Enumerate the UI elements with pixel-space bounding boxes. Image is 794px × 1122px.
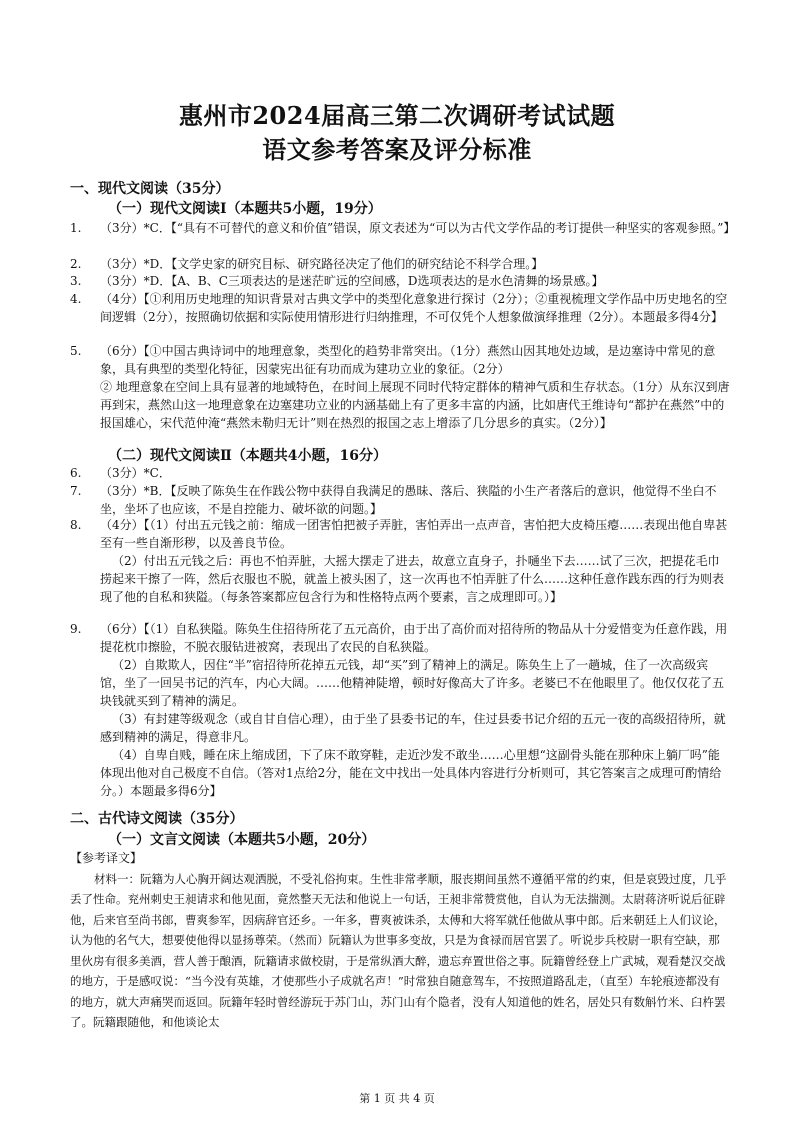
- question-number: 7.: [70, 484, 82, 498]
- question-number: 9.: [70, 622, 82, 636]
- question-number: 8.: [70, 518, 82, 532]
- answer-item-8: [70, 516, 730, 606]
- answer-item-2: [70, 255, 730, 273]
- page-footer: 第 1 页 共 4 页: [359, 1092, 435, 1105]
- question-number: 5.: [70, 344, 82, 358]
- answer-text: （2）付出五元钱之后：再也不怕弄脏，大摇大摆走了进去，故意立直身子，扑嗵坐下去……试了三次，把提花毛巾捞起来干擦了一阵，然后衣服也不脱，就盖上被头困了，这一次再也不怕弄脏了什么……这种任意作践东西的行为则表现了他的自私和狭隘。（每条答案都应包含行为和性格特点两个要素，言之成理即可。）】: [100, 554, 725, 604]
- answer-text: ② 地理意象在空间上具有显著的地域特色，在时间上展现不同时代特定群体的精神气质和生存状态。（1分）从东汉到唐再到宋，燕然山这一地理意象在边塞建功立业的内涵基础上有了更多丰富的内涵，比如唐代王维诗句“都护在燕然”中的报国雄心，宋代范仲淹“燕然未勒归无计”则在热烈的报国之志上增添了几分思乡的真实。（2分）】: [100, 380, 730, 430]
- section-heading-modern-reading: 一、现代文阅读（35分）: [70, 181, 230, 197]
- answer-text: （3）有封建等级观念（或自甘自信心理），由于坐了县委书记的车，住过县委书记介绍的五元一夜的高级招待所，就感到精神的满足，得意非凡。: [100, 712, 726, 744]
- subsection-heading-reading-1: （一）现代文阅读Ⅰ（本题共5小题，19分）: [108, 201, 382, 217]
- question-number: 2.: [70, 257, 82, 271]
- subsection-heading-classical-1: （一）文言文阅读（本题共5小题，20分）: [108, 832, 376, 848]
- answer-text: （3分）*D．【A、B、C三项表达的是迷茫旷远的空间感，D选项表达的是水色清舞的场景感。】: [100, 274, 604, 288]
- answer-text: （3分）*D．【文学史家的研究目标、研究路径决定了他们的研究结论不科学合理。】: [100, 257, 544, 271]
- answer-text: （3分）*C．【“具有不可替代的意义和价值”错误，原文表述为“可以为古代文学作品的考订提供一种坚实的客观参照。”】: [100, 221, 736, 235]
- subsection-heading-reading-2: （二）现代文阅读Ⅱ（本题共4小题，16分）: [108, 448, 388, 464]
- reference-translation: [70, 848, 730, 1033]
- answer-text: （3分）*B．【反映了陈奂生在作践公物中获得自我满足的愚昧、落后、狭隘的小生产者落后的意识，他觉得不坐白不坐，坐坏了也应该，不是自控能力、破坏欲的问题。】: [100, 484, 717, 516]
- question-number: 3.: [70, 274, 82, 288]
- document-title: 惠州市2024届高三第二次调研考试试题: [178, 101, 616, 130]
- answer-item-1: [70, 219, 736, 237]
- answer-item-9: [70, 620, 730, 800]
- translation-text: 材料一：阮籍为人心胸开阔达观洒脱，不受礼俗拘束。生性非常孝顺，服丧期间虽然不遵循平常的约束，但是哀毁过度，几乎丢了性命。兖州刺史王昶请求和他见面，竟然整天无法和他说上一句话，王昶非常赞赏他，自认为无法揣测。太尉蒋济听说后征辟他，后来官至尚书郎，曹爽参军，因病辞官还乡。一年多，曹爽被诛杀，太傅和大将军就任他做从事中郎。后来朝廷上人们议论，认为他的名气大，想要使他得以显扬尊荣。（然而）阮籍认为世事多变故，只是为食禄而居官罢了。听说步兵校尉一职有空缺，那里伙房有很多美酒，营人善于酿酒，阮籍请求做校尉，于是常纵酒大醉，遗忘弃置世俗之事。阮籍曾经登上广武城，观看楚汉交战的地方，于是感叹说：“当今没有英雄，才使那些小子成就名声！”时常独自随意驾车，不按照道路乱走，（直至）车轮痕迹都没有的地方，就大声痛哭而返回。阮籍年轻时曾经游玩于苏门山，苏门山有个隐者，没有人知道他的姓名，居处只有数斛竹米、臼杵罢了。阮籍跟随他，和他谈论太: [70, 871, 727, 1029]
- answer-text: （4分）【①利用历史地理的知识背景对古典文学中的类型化意象进行探讨（2分）；②重视梳理文学作品中历史地名的空间逻辑（2分），按照确切依据和实际使用情形进行归纳推理，不可仅凭个人想象做演绎推理（2分）。本题最多得4分】: [100, 292, 728, 324]
- answer-item-5: [70, 342, 730, 432]
- question-number: 4.: [70, 292, 82, 306]
- answer-item-4: [70, 290, 730, 326]
- answer-item-7: [70, 482, 730, 518]
- answer-text: （3分）*C．: [100, 466, 171, 480]
- question-number: 1.: [70, 221, 82, 235]
- document-subtitle: 语文参考答案及评分标准: [262, 135, 532, 164]
- answer-item-6: [70, 464, 730, 482]
- answer-text: （6分）【（1）自私狭隘。陈奂生住招待所花了五元高价，由于出了高价而对招待所的物品从十分爱惜变为任意作践，用提花枕巾擦脸，不脱衣服钻进被窝，表现出了农民的自私狭隘。: [100, 622, 728, 654]
- reference-translation-label: 【参考译文】: [70, 851, 143, 865]
- answer-text: （4分）【（1）付出五元钱之前：缩成一团害怕把被子弄脏，害怕弄出一点声音，害怕把大皮椅压瘪……表现出他自卑甚至有一些自渐形秽，以及善良节俭。: [100, 518, 728, 550]
- answer-text: （6分）【①中国古典诗词中的地理意象，类型化的趋势非常突出。（1分）燕然山因其地处边域，是边塞诗中常见的意象，具有典型的类型化特征，因蒙宪出征有功而成为建功立业的象征。（2分）: [100, 344, 716, 376]
- answer-item-3: [70, 272, 730, 290]
- answer-text: （2）自欺欺人，因住“半”宿招待所花掉五元钱，却“买”到了精神上的满足。陈奂生上了一趟城，住了一次高级宾馆，坐了一回吴书记的汽车，内心大阔。……他精神陡增，顿时好像高大了许多。老婆已不在他眼里了。他仅仅花了五块钱就买到了精神的满足。: [100, 658, 725, 708]
- question-number: 6.: [70, 466, 82, 480]
- section-heading-classical-reading: 二、古代诗文阅读（35分）: [70, 811, 244, 827]
- answer-text: （4）自卑自贱，睡在床上缩成团，下了床不敢穿鞋，走近沙发不敢坐……心里想“这副骨头能在那种床上躺厂吗”能体现出他对自己极度不自信。（答对1点给2分，能在文中找出一处具体内容进行分析则可，其它答案言之成理可酌情给分。）本题最多得6分】: [100, 748, 722, 798]
